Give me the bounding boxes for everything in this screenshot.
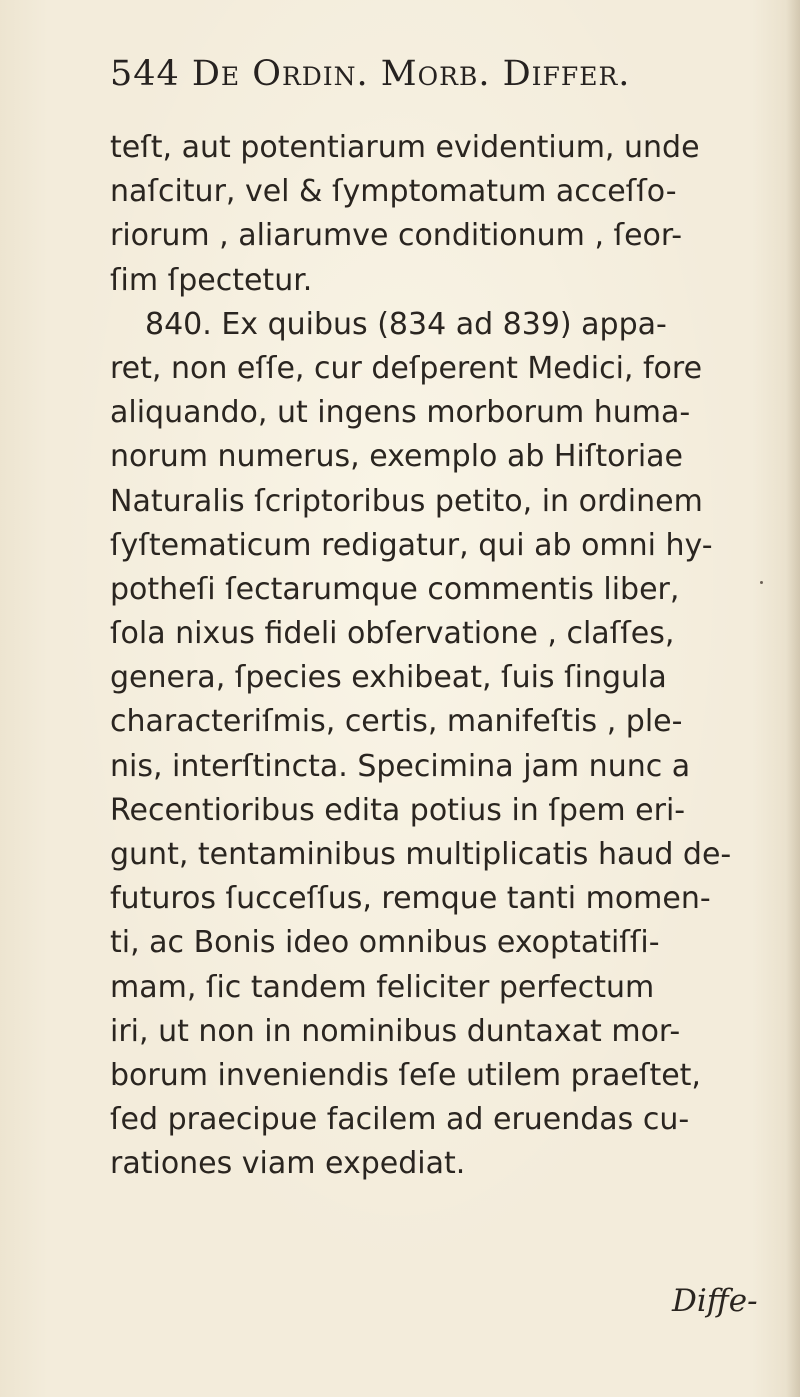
ink-speck bbox=[760, 581, 763, 584]
text-line: riorum , aliarumve conditionum , ſeor- bbox=[110, 218, 683, 254]
catchword: Diffe- bbox=[672, 1283, 758, 1319]
text-line: naſcitur, vel & ſymptomatum acceſſo- bbox=[110, 174, 677, 210]
text-line: aliquando, ut ingens morborum huma- bbox=[110, 395, 691, 431]
text-line: nis, interſtincta. Specimina jam nunc a bbox=[110, 748, 691, 784]
text-line: ſim ſpectetur. bbox=[110, 262, 313, 298]
text-line: ti, ac Bonis ideo omnibus exoptatiſſi- bbox=[110, 925, 660, 961]
page-edge-shadow bbox=[786, 0, 800, 1397]
text-line: borum inveniendis ſeſe utilem praeſtet, bbox=[110, 1057, 701, 1093]
text-line: ſed praecipue facilem ad eruendas cu- bbox=[110, 1102, 690, 1138]
text-line: futuros ſucceſſus, remque tanti momen- bbox=[110, 881, 711, 917]
text-line: teſt, aut potentiarum evidentium, unde bbox=[110, 130, 700, 165]
paragraph-start-line: 840. Ex quibus (834 ad 839) appa- bbox=[145, 306, 667, 342]
text-line: Naturalis ſcriptoribus petito, in ordinem bbox=[110, 483, 703, 519]
running-header bbox=[110, 54, 760, 94]
text-line: gunt, tentaminibus multiplicatis haud de- bbox=[110, 837, 732, 872]
text-line: rationes viam expediat. bbox=[110, 1146, 466, 1182]
text-line: characteriſmis, certis, manifeſtis , ple- bbox=[110, 704, 683, 740]
text-line: ſyſtematicum redigatur, qui ab omni hy- bbox=[110, 527, 713, 563]
text-line: norum numerus, exemplo ab Hiſtoriae bbox=[110, 439, 683, 475]
text-line: ſola nixus fideli obſervatione , claſſes, bbox=[110, 616, 675, 652]
text-line: mam, ſic tandem feliciter perfectum bbox=[110, 969, 655, 1005]
text-line: genera, ſpecies exhibeat, ſuis ſingula bbox=[110, 660, 667, 696]
running-title: De Ordin. Morb. Differ. bbox=[191, 54, 631, 94]
text-line: iri, ut non in nominibus duntaxat mor- bbox=[110, 1013, 681, 1049]
text-line: ret, non eſſe, cur deſperent Medici, fore bbox=[110, 350, 703, 386]
text-line: Recentioribus edita potius in ſpem eri- bbox=[110, 792, 686, 828]
text-line: potheſi ſectarumque commentis liber, bbox=[110, 571, 680, 607]
page-number: 544 bbox=[110, 54, 180, 94]
body-text bbox=[110, 126, 770, 1187]
